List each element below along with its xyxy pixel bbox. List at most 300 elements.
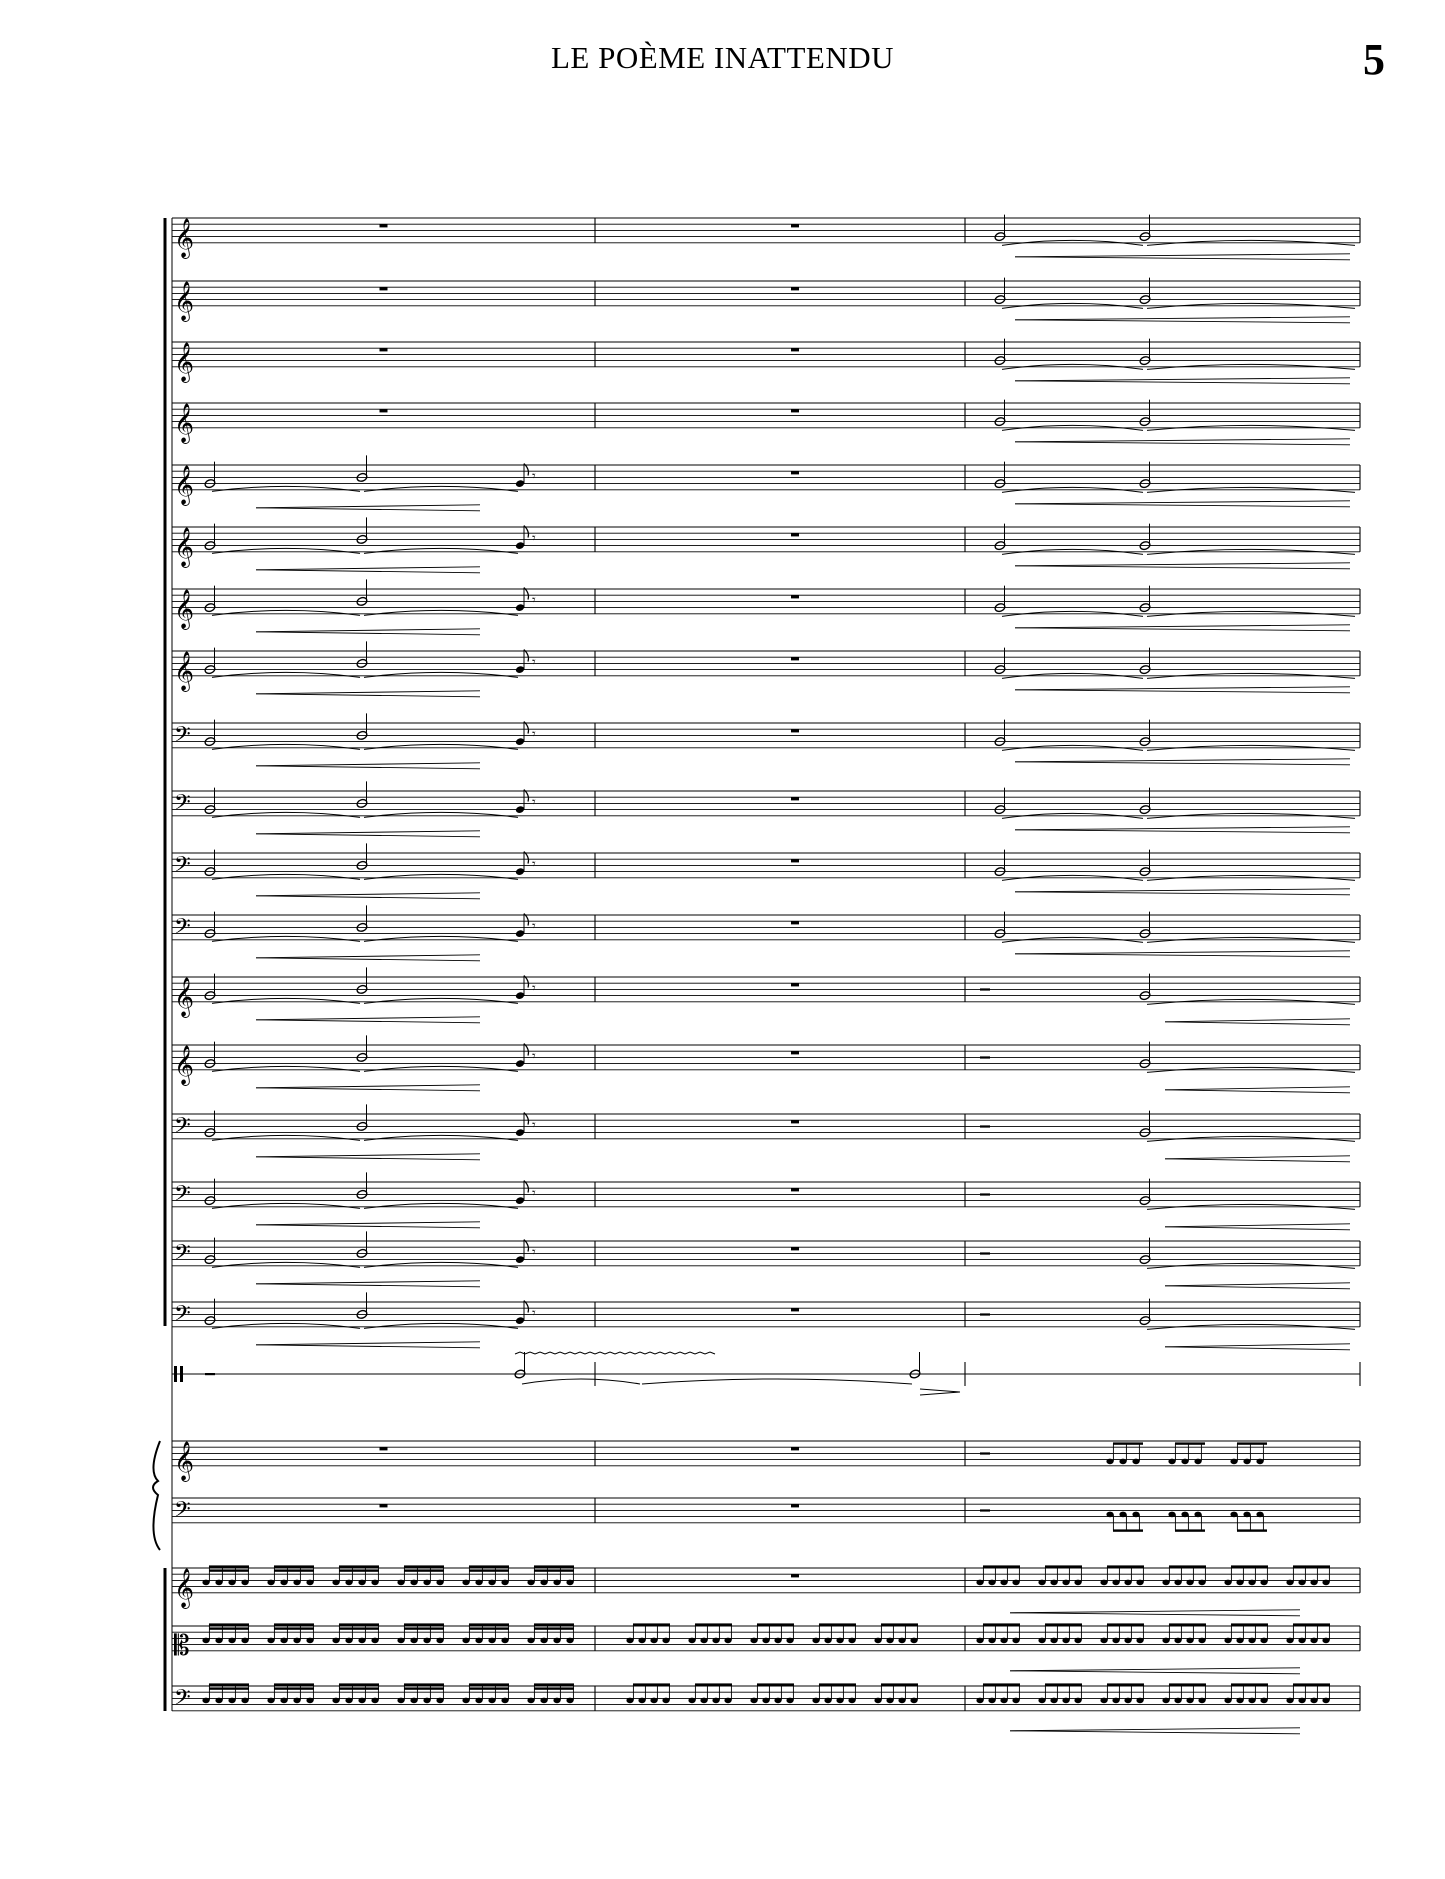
- half-rest-19: [980, 1509, 990, 1511]
- bass-clef-16: 𝄢: [174, 1240, 191, 1271]
- hairpin-line-4-hb: [256, 508, 480, 511]
- harp-note-18-1-0: [1168, 1459, 1175, 1465]
- harp-note-18-2-2: [1256, 1459, 1263, 1465]
- hairpin-line-20-m3ha: [1010, 1610, 1300, 1613]
- sixteenth-note-20-0-1: [215, 1580, 222, 1586]
- tie-9-a: [212, 812, 360, 817]
- hairpin-line-3-m3hb: [1015, 442, 1350, 445]
- sixteenth-note-m2-21-1-2: [712, 1638, 719, 1644]
- sixteenth-note-21-3-1: [410, 1638, 417, 1644]
- harp-note-19-2-1: [1243, 1512, 1250, 1518]
- sixteenth-note-m2-21-2-3: [786, 1638, 793, 1644]
- sixteenth-note-20-5-2: [553, 1580, 560, 1586]
- tie-15-b: [364, 1203, 518, 1208]
- beam-22-4-1: [469, 1683, 509, 1685]
- treble-clef-2: 𝄞: [174, 341, 195, 382]
- harp-note-18-0-2: [1132, 1459, 1139, 1465]
- hairpin-line-14-hb: [256, 1157, 480, 1160]
- treble-clef-3: 𝄞: [174, 402, 195, 443]
- hairpin-line-6-hb: [256, 632, 480, 635]
- beam-22-1-2: [274, 1687, 314, 1689]
- treble-clef-12: 𝄞: [174, 976, 195, 1017]
- hairpin-line-16-ha: [256, 1281, 480, 1284]
- eighth-rest-8-r: 𝄾: [532, 726, 536, 743]
- sixteenth-note-m3-21-1-3: [1074, 1638, 1081, 1644]
- harp-note-19-1-2: [1194, 1512, 1201, 1518]
- bass-clef-17: 𝄢: [174, 1301, 191, 1332]
- beam-m3-21-1: [1045, 1623, 1082, 1625]
- hairpin-line-14-m3hb: [1165, 1159, 1350, 1162]
- eighth-rest-17-r: 𝄾: [532, 1305, 536, 1322]
- hairpin-line-21-m3ha: [1010, 1668, 1300, 1671]
- whole-rest-m1-1: [380, 287, 388, 290]
- sixteenth-note-m2-21-3-0: [812, 1638, 819, 1644]
- tie-10-a: [212, 874, 360, 879]
- hairpin-line-3-m3ha: [1015, 439, 1350, 442]
- hairpin-line-5-ha: [256, 567, 480, 570]
- hairpin-line-11-m3ha: [1015, 951, 1350, 954]
- bass-clef-19: 𝄢: [174, 1497, 191, 1528]
- sixteenth-note-20-2-1: [345, 1580, 352, 1586]
- sixteenth-note-m3-21-5-3: [1322, 1638, 1329, 1644]
- sixteenth-note-21-0-2: [228, 1638, 235, 1644]
- hairpin-line-tamtam-dimb: [920, 1392, 960, 1395]
- sixteenth-note-m2-22-0-0: [626, 1698, 633, 1704]
- sixteenth-note-20-3-2: [423, 1580, 430, 1586]
- sixteenth-note-22-0-1: [215, 1698, 222, 1704]
- beam-20-5-1: [534, 1565, 574, 1567]
- beam-m2-22-3: [819, 1683, 856, 1685]
- sixteenth-note-20-5-1: [540, 1580, 547, 1586]
- sixteenth-note-m3-22-4-2: [1248, 1698, 1255, 1704]
- tie-6-a: [212, 610, 360, 615]
- bass-clef-8: 𝄢: [174, 722, 191, 753]
- treble-clef-0: 𝄞: [174, 217, 195, 258]
- tamtam-half-rest: [205, 1373, 215, 1375]
- hairpin-line-15-m3ha: [1165, 1224, 1350, 1227]
- treble-clef-13: 𝄞: [174, 1044, 195, 1085]
- harp-note-19-0-1: [1119, 1512, 1126, 1518]
- sixteenth-note-m3-22-2-2: [1124, 1698, 1131, 1704]
- sixteenth-note-22-1-0: [267, 1698, 274, 1704]
- hairpin-line-12-m3hb: [1165, 1022, 1350, 1025]
- treble-clef-4: 𝄞: [174, 464, 195, 505]
- sixteenth-note-22-5-3: [566, 1698, 573, 1704]
- hairpin-line-9-ha: [256, 831, 480, 834]
- sixteenth-note-21-5-1: [540, 1638, 547, 1644]
- sixteenth-note-m2-22-4-2: [898, 1698, 905, 1704]
- sixteenth-note-21-2-0: [332, 1638, 339, 1644]
- sixteenth-note-20-5-0: [527, 1580, 534, 1586]
- hairpin-line-6-m3ha: [1015, 625, 1350, 628]
- half-rest-17: [980, 1313, 990, 1315]
- sixteenth-note-22-0-2: [228, 1698, 235, 1704]
- treble-clef-7: 𝄞: [174, 650, 195, 691]
- harp-note-19-2-2: [1256, 1512, 1263, 1518]
- beam-m3-22-5: [1293, 1683, 1330, 1685]
- sixteenth-note-m2-22-4-0: [874, 1698, 881, 1704]
- beam-m2-22-4: [881, 1683, 918, 1685]
- bass-clef-9: 𝄢: [174, 790, 191, 821]
- beam-m3-20-2: [1107, 1565, 1144, 1567]
- half-rest-15: [980, 1193, 990, 1195]
- sixteenth-note-21-4-2: [488, 1638, 495, 1644]
- beam-21-0-2: [209, 1627, 249, 1629]
- tie-11-b: [364, 936, 518, 941]
- beam-21-4-2: [469, 1627, 509, 1629]
- sixteenth-note-22-4-3: [501, 1698, 508, 1704]
- half-rest-18: [980, 1452, 990, 1454]
- hairpin-line-8-ha: [256, 763, 480, 766]
- sixteenth-note-m3-21-5-0: [1286, 1638, 1293, 1644]
- beam-22-1-1: [274, 1683, 314, 1685]
- harp-beam-18-0: [1113, 1442, 1143, 1444]
- eighth-rest-12-r: 𝄾: [532, 980, 536, 997]
- sixteenth-note-m3-22-4-3: [1260, 1698, 1267, 1704]
- sixteenth-note-20-0-0: [202, 1580, 209, 1586]
- beam-m2-21-3: [819, 1623, 856, 1625]
- hairpin-line-21-m3hb: [1010, 1671, 1300, 1674]
- hairpin-line-9-m3hb: [1015, 830, 1350, 833]
- hairpin-line-13-ha: [256, 1085, 480, 1088]
- eighth-rest-14-r: 𝄾: [532, 1117, 536, 1134]
- sixteenth-note-m2-22-3-3: [848, 1698, 855, 1704]
- half-rest-13: [980, 1056, 990, 1058]
- harp-note-18-2-0: [1230, 1459, 1237, 1465]
- tie-15-a: [212, 1203, 360, 1208]
- sixteenth-note-20-3-1: [410, 1580, 417, 1586]
- sixteenth-note-20-1-1: [280, 1580, 287, 1586]
- sixteenth-note-21-3-3: [436, 1638, 443, 1644]
- sixteenth-note-m2-22-1-1: [700, 1698, 707, 1704]
- hairpin-line-5-m3hb: [1015, 566, 1350, 569]
- sixteenth-note-m3-20-2-0: [1100, 1580, 1107, 1586]
- hairpin-line-4-ha: [256, 505, 480, 508]
- sixteenth-note-21-0-3: [241, 1638, 248, 1644]
- sixteenth-note-m3-21-2-2: [1124, 1638, 1131, 1644]
- harp-beam-19-1: [1175, 1529, 1205, 1531]
- sixteenth-note-m3-21-1-0: [1038, 1638, 1045, 1644]
- sixteenth-note-21-1-1: [280, 1638, 287, 1644]
- sixteenth-note-20-2-0: [332, 1580, 339, 1586]
- beam-m2-21-2: [757, 1623, 794, 1625]
- hairpin-line-22-m3ha: [1010, 1728, 1300, 1731]
- sixteenth-note-22-0-3: [241, 1698, 248, 1704]
- page-number: 5: [1363, 35, 1385, 84]
- tie-8-a: [212, 744, 360, 749]
- sixteenth-note-m3-21-5-2: [1310, 1638, 1317, 1644]
- sixteenth-note-22-3-0: [397, 1698, 404, 1704]
- sixteenth-note-m3-21-3-1: [1174, 1638, 1181, 1644]
- harp-note-18-1-1: [1181, 1459, 1188, 1465]
- harp-note-19-1-0: [1168, 1512, 1175, 1518]
- tie-8-b: [364, 744, 518, 749]
- hairpin-line-9-m3ha: [1015, 827, 1350, 830]
- beam-m3-21-4: [1231, 1623, 1268, 1625]
- beam-m3-21-5: [1293, 1623, 1330, 1625]
- whole-rest-m2-15: [791, 1188, 799, 1191]
- sixteenth-note-m3-20-2-2: [1124, 1580, 1131, 1586]
- beam-22-2-1: [339, 1683, 379, 1685]
- tie-17-a: [212, 1323, 360, 1328]
- beam-20-2-2: [339, 1569, 379, 1571]
- beam-m3-22-1: [1045, 1683, 1082, 1685]
- eighth-rest-10-r: 𝄾: [532, 856, 536, 873]
- beam-20-3-1: [404, 1565, 444, 1567]
- sixteenth-note-m2-22-3-0: [812, 1698, 819, 1704]
- treble-clef-6: 𝄞: [174, 588, 195, 629]
- whole-rest-m2-7: [791, 657, 799, 660]
- beam-21-1-1: [274, 1623, 314, 1625]
- hairpin-line-20-m3hb: [1010, 1613, 1300, 1616]
- hairpin-line-11-m3hb: [1015, 954, 1350, 957]
- sixteenth-note-m3-20-0-0: [976, 1580, 983, 1586]
- sixteenth-note-m2-22-2-0: [750, 1698, 757, 1704]
- hairpin-line-0-m3hb: [1015, 257, 1350, 260]
- beam-m3-22-4: [1231, 1683, 1268, 1685]
- beam-m3-22-2: [1107, 1683, 1144, 1685]
- sixteenth-note-m2-21-3-1: [824, 1638, 831, 1644]
- tie-4-b: [364, 486, 518, 491]
- sixteenth-note-m3-21-2-0: [1100, 1638, 1107, 1644]
- hairpin-line-13-hb: [256, 1088, 480, 1091]
- tie-tamtam-a: [522, 1379, 640, 1384]
- sixteenth-note-m3-22-5-2: [1310, 1698, 1317, 1704]
- sixteenth-note-m3-20-5-0: [1286, 1580, 1293, 1586]
- hairpin-line-8-m3hb: [1015, 762, 1350, 765]
- sixteenth-note-20-4-2: [488, 1580, 495, 1586]
- tie-9-b: [364, 812, 518, 817]
- sixteenth-note-m3-20-4-3: [1260, 1580, 1267, 1586]
- sixteenth-note-m3-22-0-0: [976, 1698, 983, 1704]
- beam-20-4-2: [469, 1569, 509, 1571]
- tie-4-a: [212, 486, 360, 491]
- sixteenth-note-m3-21-3-3: [1198, 1638, 1205, 1644]
- tie-10-b: [364, 874, 518, 879]
- sixteenth-note-20-5-3: [566, 1580, 573, 1586]
- harp-note-19-0-0: [1106, 1512, 1113, 1518]
- sixteenth-note-m2-21-1-3: [724, 1638, 731, 1644]
- sixteenth-note-m3-20-3-1: [1174, 1580, 1181, 1586]
- harp-brace: [153, 1441, 160, 1550]
- sixteenth-note-m2-21-2-1: [762, 1638, 769, 1644]
- beam-22-3-2: [404, 1687, 444, 1689]
- whole-rest-m2-2: [791, 348, 799, 351]
- sixteenth-note-22-4-2: [488, 1698, 495, 1704]
- beam-m2-22-2: [757, 1683, 794, 1685]
- tie-16-b: [364, 1262, 518, 1267]
- sixteenth-note-m2-21-2-2: [774, 1638, 781, 1644]
- hairpin-line-7-hb: [256, 694, 480, 697]
- sixteenth-note-22-2-2: [358, 1698, 365, 1704]
- sixteenth-note-m3-20-1-0: [1038, 1580, 1045, 1586]
- tie-17-b: [364, 1323, 518, 1328]
- hairpin-line-tamtam-dima: [920, 1389, 960, 1392]
- sixteenth-note-21-3-2: [423, 1638, 430, 1644]
- sixteenth-note-m2-22-1-3: [724, 1698, 731, 1704]
- hairpin-line-8-hb: [256, 766, 480, 769]
- sixteenth-note-m3-20-4-1: [1236, 1580, 1243, 1586]
- sixteenth-note-21-1-2: [293, 1638, 300, 1644]
- whole-rest-m2-18: [791, 1447, 799, 1450]
- sixteenth-note-21-5-3: [566, 1638, 573, 1644]
- sixteenth-note-m3-22-4-0: [1224, 1698, 1231, 1704]
- hairpin-line-14-m3ha: [1165, 1156, 1350, 1159]
- whole-rest-m2-4: [791, 471, 799, 474]
- sixteenth-note-m3-21-4-3: [1260, 1638, 1267, 1644]
- sixteenth-note-22-2-3: [371, 1698, 378, 1704]
- bass-clef-14: 𝄢: [174, 1113, 191, 1144]
- sixteenth-note-m3-21-0-3: [1012, 1638, 1019, 1644]
- sixteenth-note-21-1-0: [267, 1638, 274, 1644]
- sixteenth-note-22-5-0: [527, 1698, 534, 1704]
- sixteenth-note-22-2-1: [345, 1698, 352, 1704]
- sixteenth-note-m3-20-5-2: [1310, 1580, 1317, 1586]
- percussion-clef-b: [180, 1366, 183, 1382]
- sixteenth-note-22-1-2: [293, 1698, 300, 1704]
- sixteenth-note-20-2-2: [358, 1580, 365, 1586]
- sixteenth-note-m3-21-2-1: [1112, 1638, 1119, 1644]
- sixteenth-note-m3-22-5-3: [1322, 1698, 1329, 1704]
- hairpin-line-5-m3ha: [1015, 563, 1350, 566]
- hairpin-line-7-m3hb: [1015, 690, 1350, 693]
- hairpin-line-11-hb: [256, 958, 480, 961]
- sixteenth-note-m2-22-2-3: [786, 1698, 793, 1704]
- beam-21-1-2: [274, 1627, 314, 1629]
- eighth-rest-7-r: 𝄾: [532, 654, 536, 671]
- half-rest-14: [980, 1125, 990, 1127]
- hairpin-line-7-m3ha: [1015, 687, 1350, 690]
- hairpin-line-7-ha: [256, 691, 480, 694]
- beam-20-2-1: [339, 1565, 379, 1567]
- hairpin-line-16-m3ha: [1165, 1283, 1350, 1286]
- sixteenth-note-m3-21-4-1: [1236, 1638, 1243, 1644]
- hairpin-line-17-m3ha: [1165, 1344, 1350, 1347]
- whole-rest-m2-17: [791, 1308, 799, 1311]
- sixteenth-note-20-1-0: [267, 1580, 274, 1586]
- hairpin-line-10-m3hb: [1015, 892, 1350, 895]
- whole-rest-m1-0: [380, 224, 388, 227]
- beam-21-3-2: [404, 1627, 444, 1629]
- tie-16-a: [212, 1262, 360, 1267]
- tie-14-b: [364, 1135, 518, 1140]
- beam-20-1-1: [274, 1565, 314, 1567]
- harp-note-19-2-0: [1230, 1512, 1237, 1518]
- whole-rest-m2-14: [791, 1120, 799, 1123]
- sixteenth-note-20-3-3: [436, 1580, 443, 1586]
- sixteenth-note-20-4-0: [462, 1580, 469, 1586]
- tremolo-trill-line: [515, 1352, 715, 1354]
- beam-m2-22-0: [633, 1683, 670, 1685]
- hairpin-line-4-m3ha: [1015, 501, 1350, 504]
- beam-22-0-2: [209, 1687, 249, 1689]
- sixteenth-note-21-5-0: [527, 1638, 534, 1644]
- sixteenth-note-m3-21-0-2: [1000, 1638, 1007, 1644]
- hairpin-line-17-m3hb: [1165, 1347, 1350, 1350]
- sixteenth-note-m3-21-1-2: [1062, 1638, 1069, 1644]
- sixteenth-note-m2-21-1-0: [688, 1638, 695, 1644]
- hairpin-line-17-ha: [256, 1342, 480, 1345]
- sixteenth-note-m3-22-2-1: [1112, 1698, 1119, 1704]
- treble-clef-1: 𝄞: [174, 280, 195, 321]
- sixteenth-note-m2-22-0-1: [638, 1698, 645, 1704]
- whole-rest-m2-20: [791, 1574, 799, 1577]
- sixteenth-note-22-5-1: [540, 1698, 547, 1704]
- sixteenth-note-m3-20-5-1: [1298, 1580, 1305, 1586]
- hairpin-line-13-m3ha: [1165, 1087, 1350, 1090]
- sixteenth-note-m3-21-0-0: [976, 1638, 983, 1644]
- tie-7-b: [364, 672, 518, 677]
- sixteenth-note-22-3-3: [436, 1698, 443, 1704]
- hairpin-line-15-ha: [256, 1222, 480, 1225]
- whole-rest-m1-2: [380, 348, 388, 351]
- sixteenth-note-m2-22-4-3: [910, 1698, 917, 1704]
- whole-rest-m2-3: [791, 409, 799, 412]
- sixteenth-note-21-4-1: [475, 1638, 482, 1644]
- sixteenth-note-21-4-3: [501, 1638, 508, 1644]
- sixteenth-note-m3-21-4-2: [1248, 1638, 1255, 1644]
- hairpin-line-10-m3ha: [1015, 889, 1350, 892]
- sixteenth-note-m3-22-1-2: [1062, 1698, 1069, 1704]
- harp-beam-19-0: [1113, 1529, 1143, 1531]
- hairpin-line-1-m3hb: [1015, 320, 1350, 323]
- hairpin-line-13-m3hb: [1165, 1090, 1350, 1093]
- hairpin-line-12-ha: [256, 1017, 480, 1020]
- hairpin-line-15-hb: [256, 1225, 480, 1228]
- sixteenth-note-m3-22-1-1: [1050, 1698, 1057, 1704]
- sixteenth-note-m3-22-0-2: [1000, 1698, 1007, 1704]
- beam-22-0-1: [209, 1683, 249, 1685]
- harp-note-18-1-2: [1194, 1459, 1201, 1465]
- sixteenth-note-m2-22-0-3: [662, 1698, 669, 1704]
- sixteenth-note-m2-22-1-2: [712, 1698, 719, 1704]
- sixteenth-note-20-2-3: [371, 1580, 378, 1586]
- beam-20-0-2: [209, 1569, 249, 1571]
- sixteenth-note-m2-21-0-2: [650, 1638, 657, 1644]
- eighth-rest-13-r: 𝄾: [532, 1048, 536, 1065]
- tie-5-b: [364, 548, 518, 553]
- sixteenth-note-m3-20-0-1: [988, 1580, 995, 1586]
- sixteenth-note-20-1-2: [293, 1580, 300, 1586]
- sixteenth-note-21-1-3: [306, 1638, 313, 1644]
- whole-rest-m2-1: [791, 287, 799, 290]
- sixteenth-note-m3-20-4-0: [1224, 1580, 1231, 1586]
- sixteenth-note-22-2-0: [332, 1698, 339, 1704]
- beam-m3-20-4: [1231, 1565, 1268, 1567]
- hairpin-line-10-ha: [256, 893, 480, 896]
- beam-m2-21-0: [633, 1623, 670, 1625]
- sixteenth-note-m3-22-0-1: [988, 1698, 995, 1704]
- sixteenth-note-m2-21-4-2: [898, 1638, 905, 1644]
- sixteenth-note-m3-21-4-0: [1224, 1638, 1231, 1644]
- hairpin-line-12-m3ha: [1165, 1019, 1350, 1022]
- hairpin-line-9-hb: [256, 834, 480, 837]
- sixteenth-note-m2-21-0-1: [638, 1638, 645, 1644]
- hairpin-line-16-m3hb: [1165, 1286, 1350, 1289]
- beam-22-4-2: [469, 1687, 509, 1689]
- sixteenth-note-21-2-2: [358, 1638, 365, 1644]
- bass-clef-22: 𝄢: [174, 1685, 191, 1716]
- whole-rest-m2-10: [791, 859, 799, 862]
- hairpin-line-15-m3hb: [1165, 1227, 1350, 1230]
- tie-12-b: [364, 998, 518, 1003]
- harp-note-18-0-1: [1119, 1459, 1126, 1465]
- whole-rest-m2-11: [791, 921, 799, 924]
- whole-rest-m2-6: [791, 595, 799, 598]
- sixteenth-note-m3-20-1-2: [1062, 1580, 1069, 1586]
- beam-21-0-1: [209, 1623, 249, 1625]
- hairpin-line-2-m3ha: [1015, 378, 1350, 381]
